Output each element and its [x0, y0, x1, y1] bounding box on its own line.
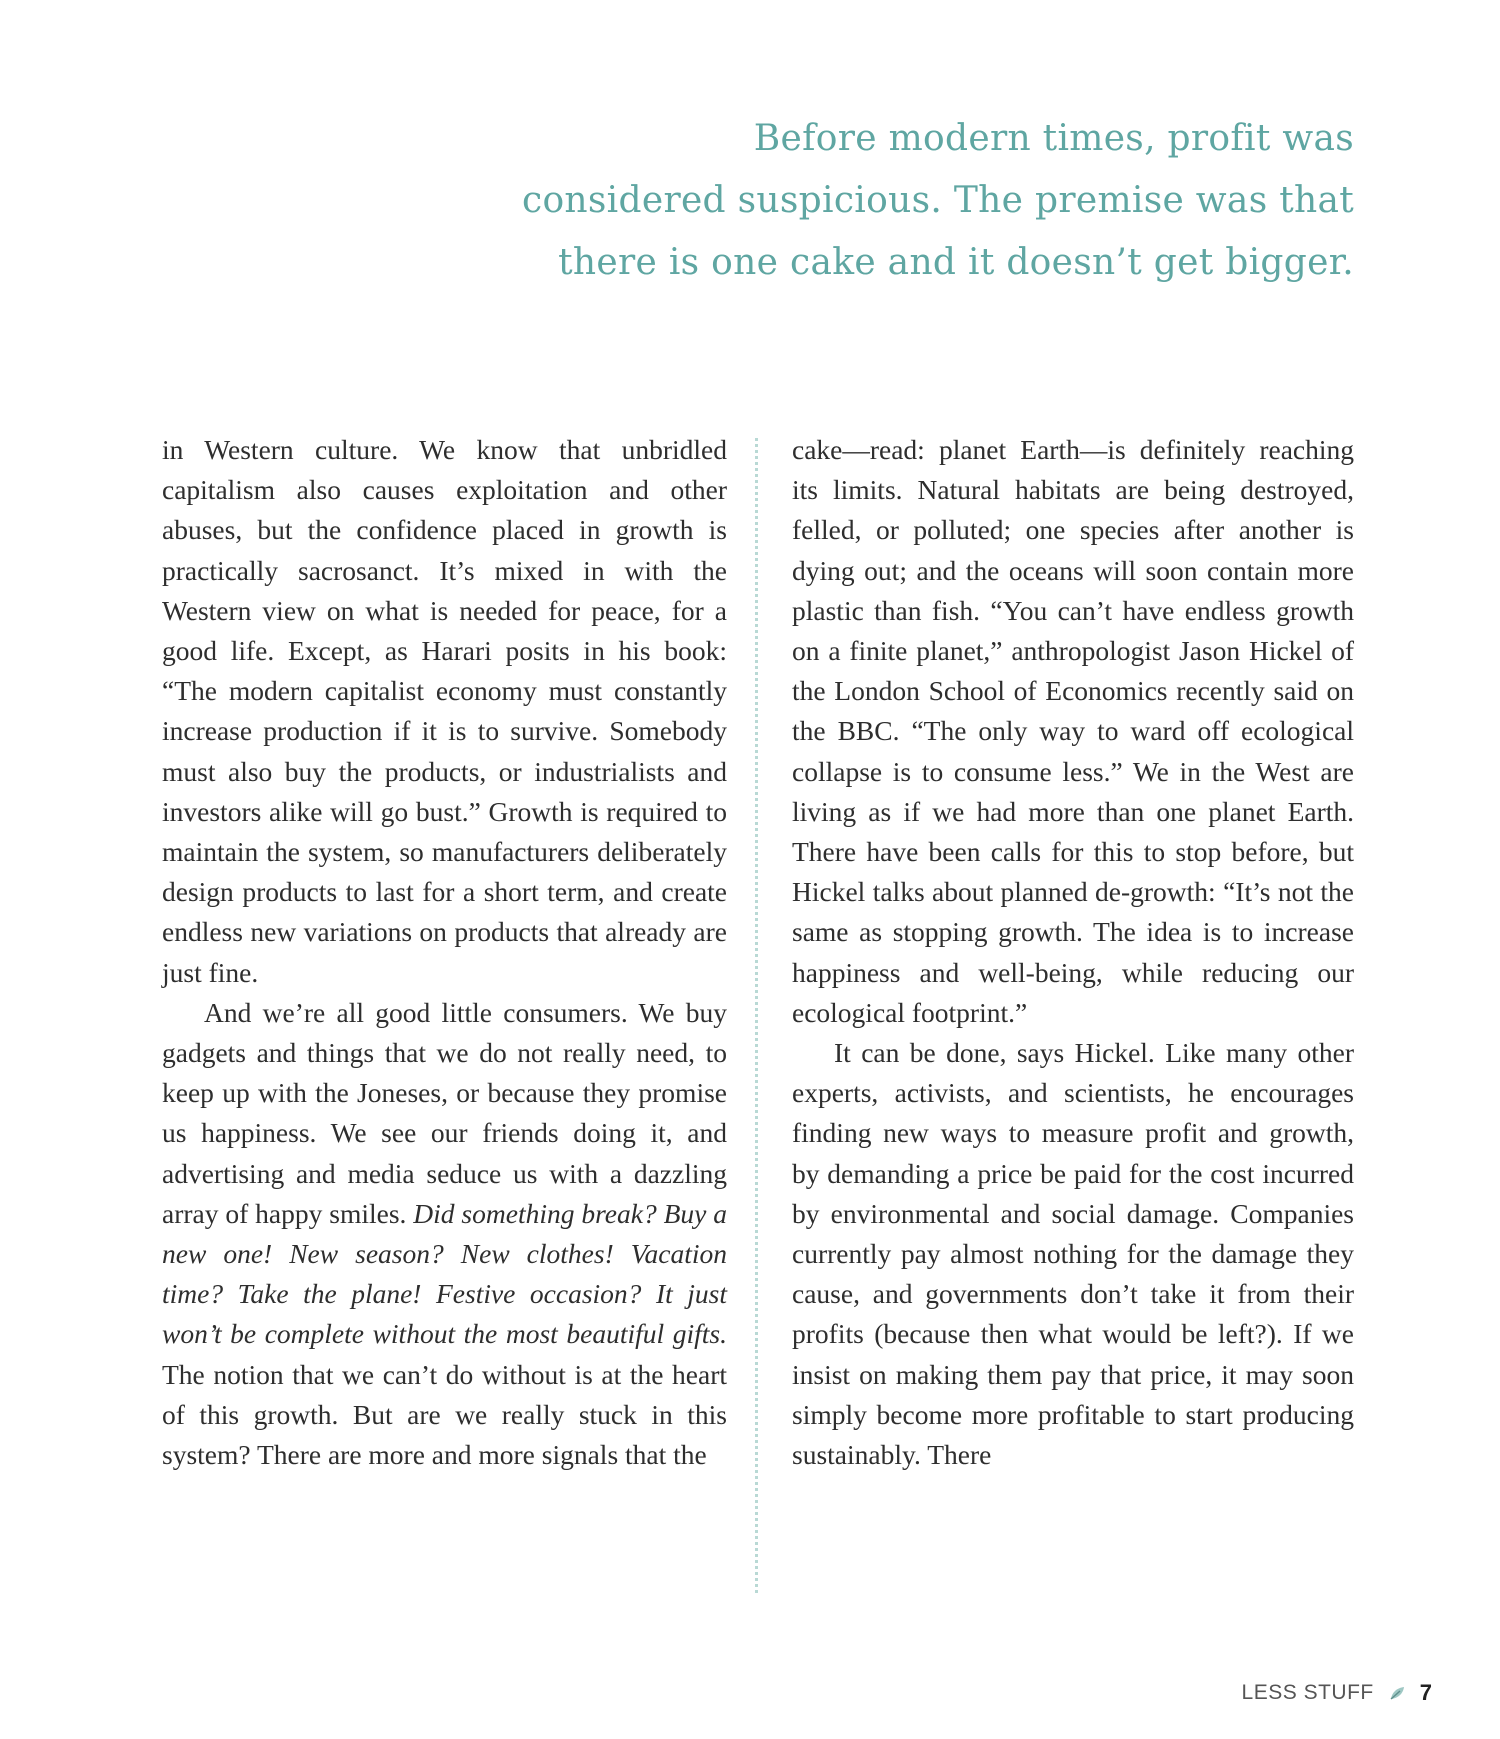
left-column [162, 430, 727, 1475]
left-paragraph-2-start: And we’re all good little consumers. We buy gadgets and things that we do not really need, to keep up with the Joneses, or because they promise us happiness. We see our friends doing it, and advertising and media seduce us with a dazzling array of happy smiles. [162, 996, 727, 1229]
pull-quote-line-3: there is one cake and it doesn’t get bigger. [558, 242, 1354, 283]
column-divider [755, 438, 758, 1593]
section-label: LESS STUFF [1241, 1681, 1374, 1704]
right-paragraph-1: cake—read: planet Earth—is definitely reaching its limits. Natural habitats are being destroyed, felled, or polluted; one species after another is dying out; and the oceans will soon contain more plastic than fish. “You can’t have endless growth on a finite planet,” anthropologist Jason Hickel of the London School of Economics recently said on the BBC. “The only way to ward off ecological collapse is to consume less.” We in the West are living as if we had more than one planet Earth. There have been calls for this to stop before, but Hickel talks about planned de-growth: “It’s not the same as stopping growth. The idea is to increase happiness and well-being, while reducing our ecological footprint.” [792, 434, 1354, 1028]
pull-quote [394, 108, 1354, 294]
pull-quote-line-1: Before modern times, profit was [753, 118, 1354, 159]
leaf-icon [1388, 1684, 1406, 1702]
pull-quote-line-2: considered suspicious. The premise was that [521, 180, 1354, 221]
page-number: 7 [1419, 1680, 1432, 1705]
left-paragraph-2-italic: Did something break? Buy a new one! New season? New clothes! Vacation time? Take the plane! Festive occasion? It just won’t be complete without the most beautiful gifts. [162, 1197, 727, 1350]
page-footer [1242, 1675, 1432, 1711]
right-paragraph-2: It can be done, says Hickel. Like many other experts, activists, and scientists, he encourages finding new ways to measure profit and growth, by demanding a price be paid for the cost incurred by environmental and social damage. Companies currently pay almost nothing for the damage they cause, and governments don’t take it from their profits (because then what would be left?). If we insist on making them pay that price, it may soon simply become more profitable to start producing sustainably. There [792, 1037, 1354, 1471]
left-paragraph-2-end: The notion that we can’t do without is at the heart of this growth. But are we really stuck in this system? There are more and more signals that the [162, 1358, 727, 1471]
left-paragraph-2 [162, 993, 727, 1475]
right-column [792, 430, 1354, 1475]
left-paragraph-1: in Western culture. We know that unbridled capitalism also causes exploitation and other abuses, but the confidence placed in growth is practically sacrosanct. It’s mixed in with the Western view on what is needed for peace, for a good life. Except, as Harari posits in his book: “The modern capitalist economy must constantly increase production if it is to survive. Somebody must also buy the products, or industrialists and investors alike will go bust.” Growth is required to maintain the system, so manufacturers deliberately design products to last for a short term, and create endless new variations on products that already are just fine. [162, 434, 727, 988]
